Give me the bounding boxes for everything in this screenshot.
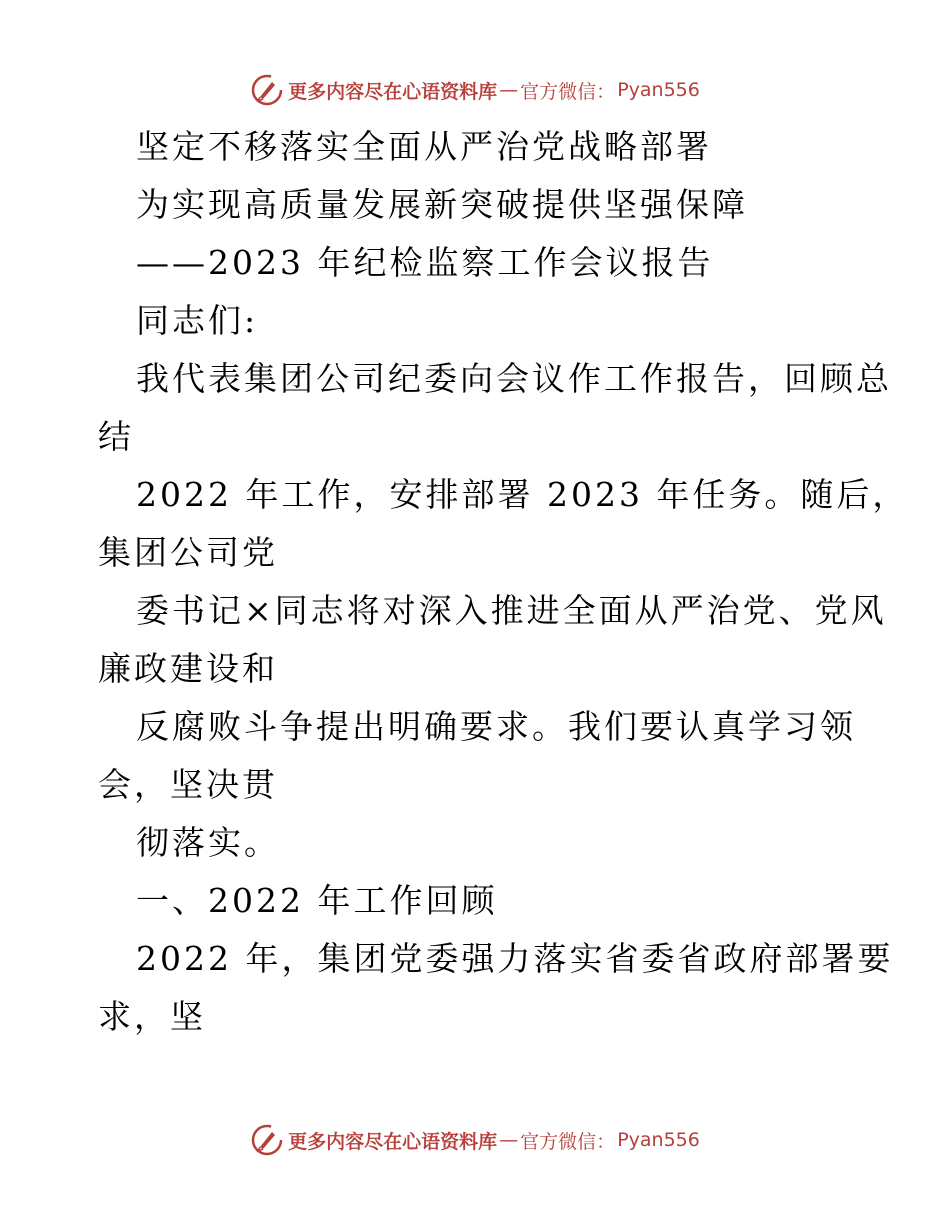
banner-separator: —: [499, 1129, 519, 1151]
paragraph-line: 廉政建设和: [98, 649, 278, 688]
header-watermark-banner: [0, 70, 950, 110]
quill-pen-logo-icon: [250, 73, 284, 107]
document-body: [98, 118, 909, 1046]
footer-watermark-banner: [0, 1120, 950, 1160]
paragraph-line: 2022 年工作，安排部署 2023 年任务。随后，: [136, 475, 909, 514]
banner-wechat-id: Pyan556: [617, 79, 700, 101]
banner-brand-text: 更多内容尽在心语资料库: [288, 80, 498, 103]
paragraph-line: 我代表集团公司纪委向会议作工作报告，回顾总: [136, 359, 892, 398]
banner-wechat-id: Pyan556: [617, 1129, 700, 1151]
document-title-line-1: 坚定不移落实全面从严治党战略部署: [136, 127, 712, 166]
paragraph-line: 2022 年，集团党委强力落实省委省政府部署要: [136, 939, 894, 978]
paragraph-line: 委书记×同志将对深入推进全面从严治党、党风: [136, 591, 887, 630]
paragraph-line: 彻落实。: [136, 823, 280, 862]
banner-wechat-label: 官方微信：: [520, 80, 616, 103]
banner-wechat-label: 官方微信：: [520, 1130, 616, 1153]
paragraph-line: 结: [98, 417, 134, 456]
quill-pen-logo-icon: [250, 1123, 284, 1157]
document-subtitle: ——2023 年纪检监察工作会议报告: [136, 243, 714, 282]
paragraph-line: 会，坚决贯: [98, 765, 278, 804]
document-title-line-2: 为实现高质量发展新突破提供坚强保障: [136, 185, 748, 224]
paragraph-line: 求，坚: [98, 997, 206, 1036]
section-heading: 一、2022 年工作回顾: [136, 881, 498, 920]
banner-separator: —: [499, 79, 519, 101]
paragraph-line: 集团公司党: [98, 533, 278, 572]
paragraph-line: 反腐败斗争提出明确要求。我们要认真学习领: [136, 707, 856, 746]
banner-brand-text: 更多内容尽在心语资料库: [288, 1130, 498, 1153]
document-salutation: 同志们:: [136, 301, 259, 340]
